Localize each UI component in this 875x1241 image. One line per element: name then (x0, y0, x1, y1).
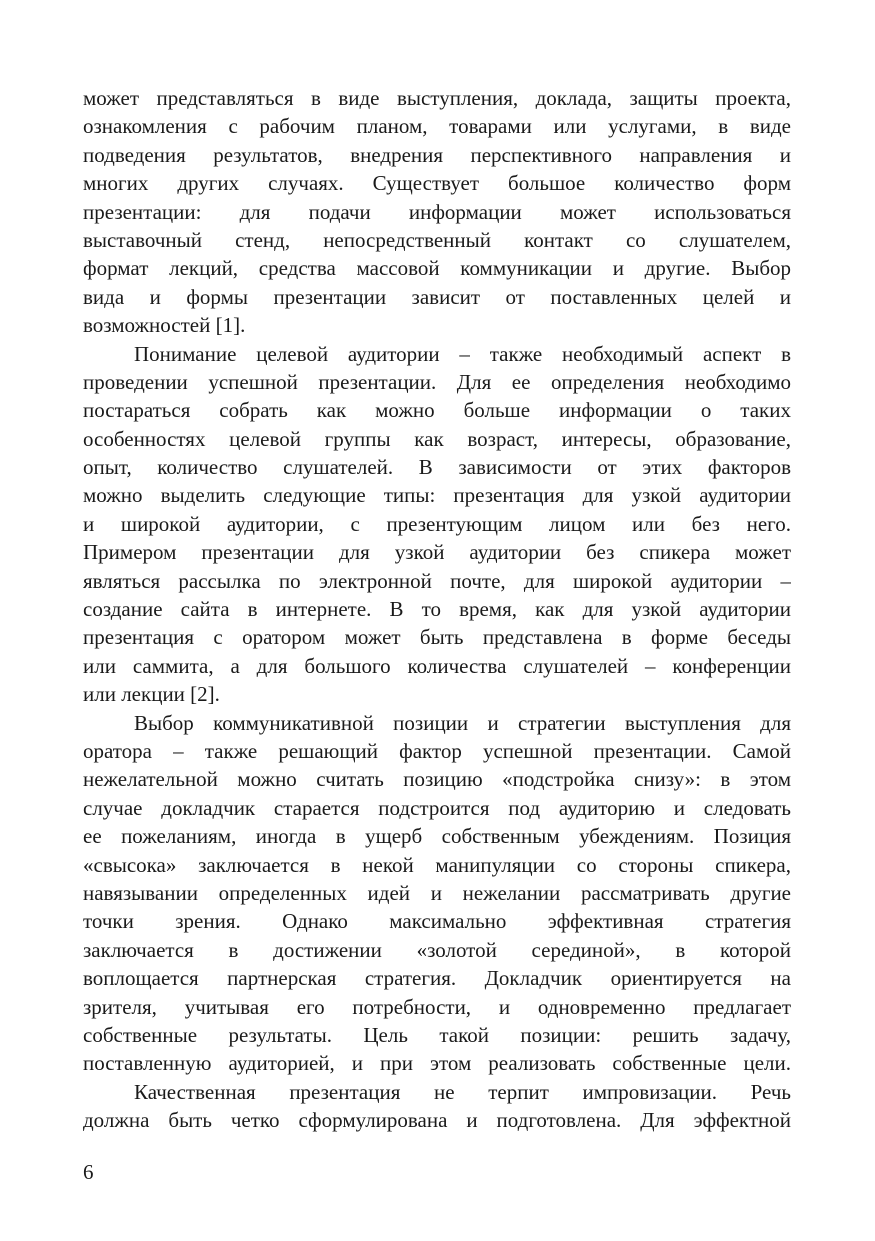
text-line: оратора – также решающий фактор успешной презентации. Самой (83, 738, 791, 763)
text-line: формат лекций, средства массовой коммуникации и другие. Выбор (83, 256, 791, 281)
text-line: постараться собрать как можно больше информации о таких (83, 398, 791, 423)
text-line: многих других случаях. Существует большое количество форм (83, 171, 791, 196)
text-line: зрителя, учитывая его потребности, и одновременно предлагает (83, 994, 791, 1019)
text-line: проведении успешной презентации. Для ее определения необходимо (83, 369, 791, 394)
text-line: опыт, количество слушателей. В зависимости от этих факторов (83, 455, 791, 480)
text-line: Понимание целевой аудитории – также необходимый аспект в (134, 341, 791, 366)
text-line: ознакомления с рабочим планом, товарами или услугами, в виде (83, 114, 791, 139)
text-line: должна быть четко сформулирована и подготовлена. Для эффектной (83, 1108, 791, 1133)
text-line: Примером презентации для узкой аудитории без спикера может (83, 540, 791, 565)
text-line: являться рассылка по электронной почте, для широкой аудитории – (83, 568, 791, 593)
text-line: или саммита, а для большого количества слушателей – конференции (83, 653, 791, 678)
text-line: навязывании определенных идей и нежелании рассматривать другие (83, 880, 791, 905)
text-line: нежелательной можно считать позицию «подстройка снизу»: в этом (83, 767, 791, 792)
text-line: Качественная презентация не терпит импровизации. Речь (134, 1079, 791, 1104)
paragraph-4 (83, 1078, 791, 1135)
text-line: Выбор коммуникативной позиции и стратегии выступления для (134, 710, 791, 735)
text-line: заключается в достижении «золотой серединой», в которой (83, 937, 791, 962)
text-line: вида и формы презентации зависит от поставленных целей и (83, 284, 791, 309)
page-number: 6 (83, 1160, 94, 1184)
text-line: ее пожеланиям, иногда в ущерб собственным убеждениям. Позиция (83, 824, 791, 849)
text-line: собственные результаты. Цель такой позиции: решить задачу, (83, 1022, 791, 1047)
text-line: или лекции [2]. (83, 682, 220, 707)
text-line: создание сайта в интернете. В то время, как для узкой аудитории (83, 597, 791, 622)
text-line: презентация с оратором может быть представлена в форме беседы (83, 625, 791, 650)
text-line: поставленную аудиторией, и при этом реализовать собственные цели. (83, 1051, 791, 1076)
text-line: точки зрения. Однако максимально эффективная стратегия (83, 909, 791, 934)
text-line: может представляться в виде выступления, доклада, защиты проекта, (83, 86, 791, 110)
text-line: «свысока» заключается в некой манипуляции со стороны спикера, (83, 852, 791, 877)
text-line: подведения результатов, внедрения перспективного направления и (83, 142, 791, 167)
paragraph-2 (83, 340, 791, 709)
text-line: особенностях целевой группы как возраст, интересы, образование, (83, 426, 791, 451)
text-line: воплощается партнерская стратегия. Докладчик ориентируется на (83, 966, 791, 991)
paragraph-1 (83, 84, 791, 340)
text-line: выставочный стенд, непосредственный контакт со слушателем, (83, 227, 791, 252)
paragraph-3 (83, 709, 791, 1078)
text-line: презентации: для подачи информации может использоваться (83, 199, 791, 224)
text-line: случае докладчик старается подстроится под аудиторию и следовать (83, 795, 791, 820)
text-line: возможностей [1]. (83, 313, 246, 338)
text-line: и широкой аудитории, с презентующим лицом или без него. (83, 511, 791, 536)
page-body (83, 84, 791, 1134)
text-line: можно выделить следующие типы: презентация для узкой аудитории (83, 483, 791, 508)
